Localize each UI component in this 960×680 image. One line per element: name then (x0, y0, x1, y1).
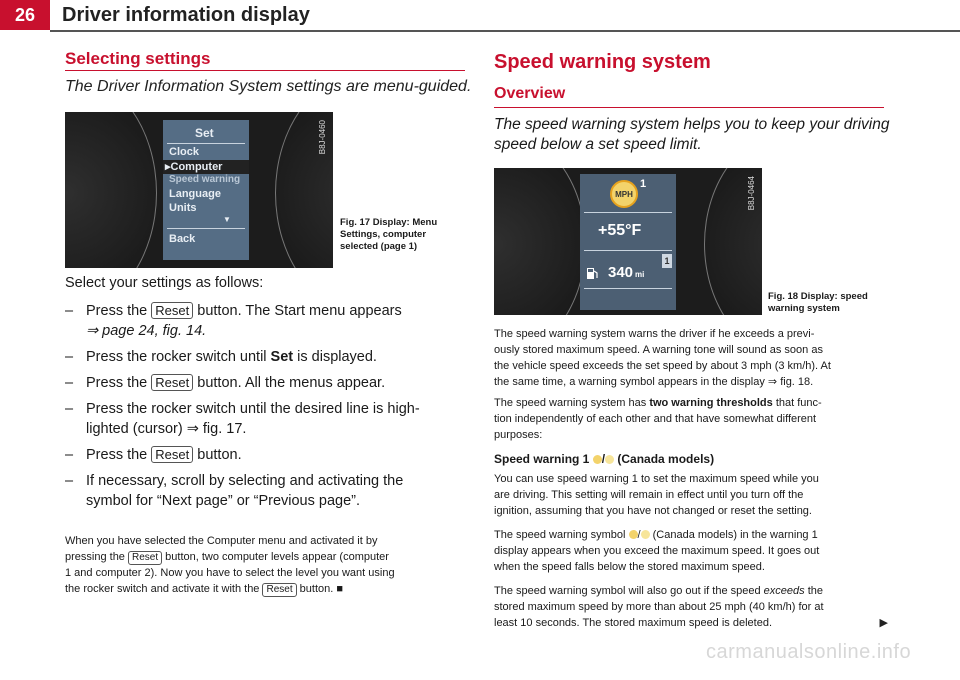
fuel-pump-icon (586, 266, 598, 280)
chapter-title: Driver information display (62, 4, 310, 26)
speed-warning-icon (593, 455, 602, 464)
step-1: – Press the Reset button. The Start menu appears ⇒ page 24, fig. 14. (65, 301, 475, 341)
subheading-speed-warning-1: Speed warning 1 / (Canada models) (494, 452, 715, 466)
section-title-speed-warning: Speed warning system (494, 51, 711, 73)
computer-menu-note: When you have selected the Computer menu and activated it by pressing the Reset button, two computer levels appear (computer 1 and computer 2). Now you have to select the level you want using the rocker switch and activate it with the Reset button. ■ (65, 535, 395, 595)
range-display: 340 mi (608, 264, 645, 281)
menu-item-clock: Clock (169, 146, 199, 158)
figure-17-caption: Fig. 17 Display: Menu Settings, computer selected (page 1) (340, 217, 438, 252)
step-3: – Press the Reset button. All the menus appear. (65, 375, 386, 391)
display-divider (584, 250, 672, 251)
paragraph-warning-off: The speed warning symbol will also go out if the speed exceeds the stored maximum speed by more than about 25 mph (40 km/h) for at least 10 seconds. The stored maximum speed is deleted. ▶ (494, 585, 888, 629)
menu-panel (163, 120, 249, 260)
speed-warning-canada-icon (605, 455, 614, 464)
speed-warning-icon: MPH (610, 180, 638, 208)
figure-18-caption: Fig. 18 Display: speed warning system (768, 291, 868, 314)
paragraph-warning-description: The speed warning system warns the driver if he exceeds a previ- ously stored maximum speed. A warning tone will sound as soon as the vehicle speed exceeds the set speed by about 3 mph (3 km/h). At the same time, a warning symbol appears in the display ⇒ fig. 18. (494, 328, 831, 388)
step-6: – If necessary, scroll by selecting and activating the symbol for “Next page” or “Previous page”. (65, 473, 404, 509)
menu-item-language: Language (169, 188, 221, 200)
menu-item-back: Back (169, 233, 196, 245)
speed-warning-icon (629, 530, 638, 539)
left-gauge (65, 112, 157, 268)
section-title-selecting-settings: Selecting settings (65, 49, 211, 68)
step-2: – Press the rocker switch until Set is displayed. (65, 349, 377, 365)
reset-key: Reset (262, 583, 296, 597)
step-4: – Press the rocker switch until the desired line is high- lighted (cursor) ⇒ fig. 17. (65, 401, 420, 437)
reset-key: Reset (151, 446, 193, 463)
reset-key: Reset (128, 551, 162, 565)
trip-number: 1 (662, 254, 672, 268)
reset-key: Reset (151, 374, 193, 391)
page-number: 26 (0, 0, 50, 30)
menu-item-speed-warning: Speed warning (169, 174, 241, 185)
outside-temperature: +55°F (598, 222, 642, 239)
continue-arrow-icon: ▶ (879, 617, 888, 629)
menu-title: Set (195, 126, 214, 140)
section-divider (65, 70, 465, 71)
menu-divider (167, 143, 245, 144)
figure-code: B8J-0464 (747, 176, 756, 211)
watermark: carmanualsonline.info (706, 641, 912, 663)
paragraph-thresholds: The speed warning system has two warning thresholds that func- tion independently of each other and that have somewhat different purposes: (494, 397, 822, 441)
subsection-title-overview: Overview (494, 85, 566, 102)
speed-warning-canada-icon (641, 530, 650, 539)
header-divider (50, 30, 960, 32)
figure-17-menu-display (65, 112, 333, 268)
steps-lead: Select your settings as follows: (65, 275, 264, 291)
menu-divider (167, 228, 245, 229)
reset-key: Reset (151, 302, 193, 319)
section-divider (494, 107, 884, 108)
display-divider (584, 212, 672, 213)
paragraph-speed-warning-1: You can use speed warning 1 to set the maximum speed while you are driving. This setting will remain in effect until you turn off the ignition, assuming that you have not changed or reset the setting. (494, 473, 819, 517)
menu-item-computer: ▸Computer (165, 161, 223, 173)
section-intro: The Driver Information System settings are menu-guided. (65, 78, 472, 95)
figure-code: B8J-0460 (318, 120, 327, 155)
paragraph-warning-symbol: The speed warning symbol / (Canada models) in the warning 1 display appears when you exceed the maximum speed. It goes out when the speed falls below the stored maximum speed. (494, 529, 820, 573)
display-panel (580, 174, 676, 310)
left-gauge (494, 168, 586, 315)
display-divider (584, 288, 672, 289)
section-intro: The speed warning system helps you to keep your driving speed below a set speed limit. (494, 116, 890, 153)
warning-number: 1 (640, 178, 647, 190)
menu-item-units: Units (169, 202, 197, 214)
page-reference-link[interactable]: ⇒ page 24, fig. 14. (86, 323, 207, 339)
menu-scroll-arrow-icon: ▼ (223, 215, 231, 224)
figure-18-speed-warning-display (494, 168, 762, 315)
step-5: – Press the Reset button. (65, 447, 242, 463)
